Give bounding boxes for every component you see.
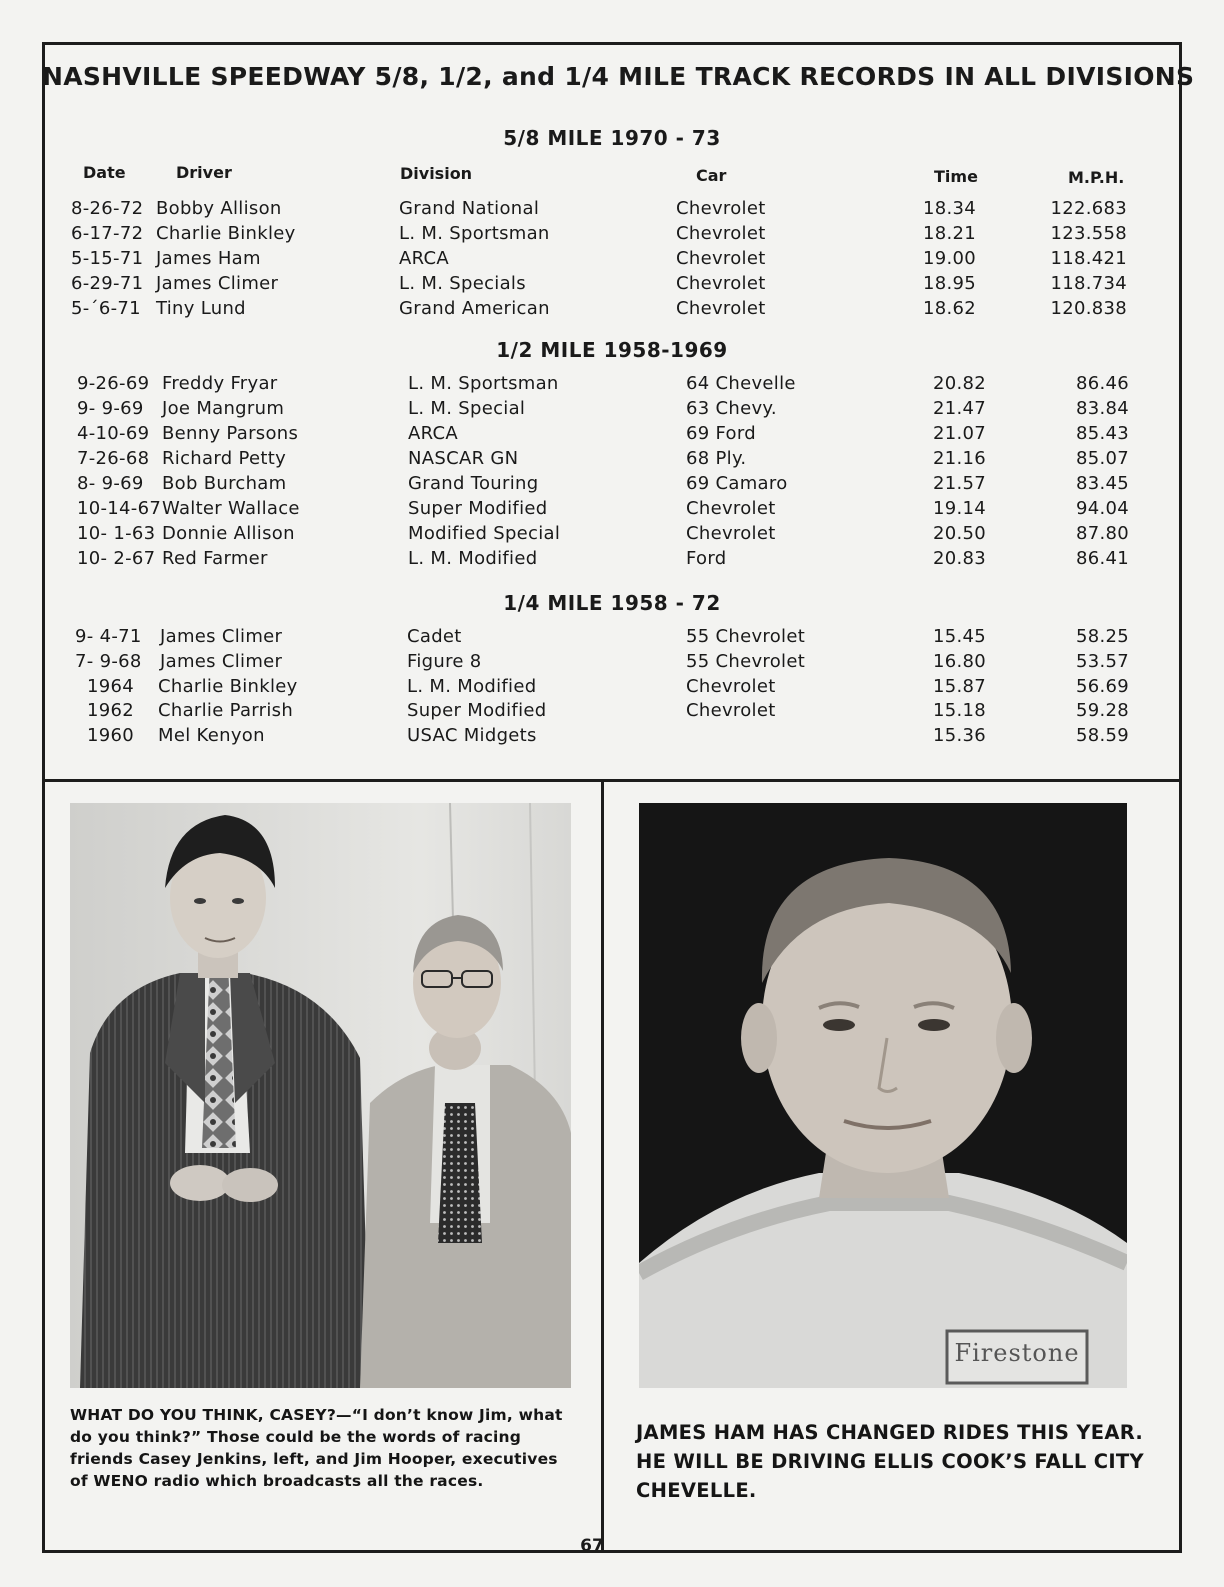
car-cell: Chevrolet	[676, 248, 766, 269]
table-row	[0, 296, 1224, 321]
time-cell: 18.21	[922, 223, 976, 244]
date-cell: 9- 4-71	[75, 626, 142, 647]
date-cell: 8- 9-69	[77, 473, 144, 494]
division-cell: L. M. Modified	[408, 548, 538, 569]
car-cell: Ford	[686, 548, 727, 569]
table-row	[0, 246, 1224, 271]
driver-cell: Walter Wallace	[162, 498, 300, 519]
division-cell: ARCA	[408, 423, 459, 444]
driver-cell: James Climer	[156, 273, 279, 294]
division-cell: Super Modified	[407, 700, 547, 721]
mph-cell: 120.838	[1050, 298, 1127, 319]
division-cell: Modified Special	[408, 523, 561, 544]
division-cell: USAC Midgets	[407, 725, 537, 746]
date-cell: 9- 9-69	[77, 398, 144, 419]
time-cell: 21.57	[932, 473, 986, 494]
driver-cell: Joe Mangrum	[162, 398, 285, 419]
table-row	[0, 221, 1224, 246]
driver-cell: Benny Parsons	[162, 423, 299, 444]
time-cell: 21.16	[932, 448, 986, 469]
date-cell: 9-26-69	[77, 373, 150, 394]
table-row	[0, 698, 1224, 723]
time-cell: 21.07	[932, 423, 986, 444]
date-cell: 7-26-68	[77, 448, 150, 469]
driver-cell: Red Farmer	[162, 548, 268, 569]
car-cell: 64 Chevelle	[686, 373, 796, 394]
table-row	[0, 196, 1224, 221]
mph-cell: 58.25	[1075, 626, 1129, 647]
column-header-car: Car	[696, 166, 727, 185]
driver-cell: Charlie Binkley	[156, 223, 296, 244]
mph-cell: 83.84	[1075, 398, 1129, 419]
division-cell: L. M. Modified	[407, 676, 537, 697]
car-cell: Chevrolet	[676, 298, 766, 319]
section-heading-1-4-mile: 1/4 MILE 1958 - 72	[503, 591, 721, 615]
driver-cell: James Climer	[160, 651, 283, 672]
table-row	[0, 421, 1224, 446]
mph-cell: 58.59	[1075, 725, 1129, 746]
table-row	[0, 649, 1224, 674]
column-header-division: Division	[400, 164, 473, 183]
time-cell: 19.00	[922, 248, 976, 269]
car-cell: Chevrolet	[676, 223, 766, 244]
mph-cell: 53.57	[1075, 651, 1129, 672]
date-cell: 7- 9-68	[75, 651, 142, 672]
mph-cell: 85.43	[1075, 423, 1129, 444]
photo-two-executives	[70, 803, 571, 1388]
time-cell: 16.80	[932, 651, 986, 672]
division-cell: L. M. Specials	[399, 273, 526, 294]
time-cell: 18.95	[922, 273, 976, 294]
column-header-mph: M.P.H.	[1068, 168, 1125, 187]
date-cell: 8-26-72	[71, 198, 144, 219]
division-cell: L. M. Sportsman	[399, 223, 550, 244]
table-row	[0, 371, 1224, 396]
mph-cell: 122.683	[1050, 198, 1127, 219]
date-cell: 1962	[87, 700, 135, 721]
table-row	[0, 521, 1224, 546]
time-cell: 20.83	[932, 548, 986, 569]
division-cell: L. M. Special	[408, 398, 526, 419]
mph-cell: 118.734	[1050, 273, 1127, 294]
car-cell: 68 Ply.	[686, 448, 747, 469]
car-cell: 69 Camaro	[686, 473, 788, 494]
driver-cell: Charlie Binkley	[158, 676, 298, 697]
table-row	[0, 446, 1224, 471]
mph-cell: 118.421	[1050, 248, 1127, 269]
table-row	[0, 496, 1224, 521]
caption-right: JAMES HAM HAS CHANGED RIDES THIS YEAR. HE WILL BE DRIVING ELLIS COOK’S FALL CITY CHEVELLE.	[636, 1421, 1144, 1502]
date-cell: 6-17-72	[71, 223, 144, 244]
column-header-driver: Driver	[176, 163, 232, 182]
driver-cell: Donnie Allison	[162, 523, 295, 544]
division-cell: ARCA	[399, 248, 450, 269]
driver-cell: Tiny Lund	[156, 298, 246, 319]
page-number: 67	[580, 1536, 604, 1556]
driver-cell: Bob Burcham	[162, 473, 287, 494]
division-cell: Grand Touring	[408, 473, 539, 494]
mph-cell: 59.28	[1075, 700, 1129, 721]
date-cell: 10- 2-67	[77, 548, 156, 569]
time-cell: 18.34	[922, 198, 976, 219]
car-cell: 55 Chevrolet	[686, 626, 806, 647]
table-row	[0, 271, 1224, 296]
division-cell: Figure 8	[407, 651, 482, 672]
time-cell: 15.45	[932, 626, 986, 647]
mph-cell: 123.558	[1050, 223, 1127, 244]
division-cell: NASCAR GN	[408, 448, 519, 469]
section-heading-1-2-mile: 1/2 MILE 1958-1969	[496, 338, 728, 362]
page-title: NASHVILLE SPEEDWAY 5/8, 1/2, and 1/4 MILE TRACK RECORDS IN ALL DIVISIONS	[42, 62, 1195, 91]
time-cell: 18.62	[922, 298, 976, 319]
date-cell: 6-29-71	[71, 273, 144, 294]
car-cell: Chevrolet	[676, 198, 766, 219]
section-heading-5-8-mile: 5/8 MILE 1970 - 73	[503, 126, 721, 150]
driver-cell: James Climer	[160, 626, 283, 647]
driver-cell: Bobby Allison	[156, 198, 282, 219]
table-row	[0, 624, 1224, 649]
caption-left: WHAT DO YOU THINK, CASEY?—“I don’t know Jim, what do you think?” Those could be the words of racing friends Casey Jenkins, left, and Jim Hooper, executives of WENO radio which broadcasts all the races.	[70, 1406, 563, 1490]
time-cell: 20.82	[932, 373, 986, 394]
driver-cell: Mel Kenyon	[158, 725, 265, 746]
mph-cell: 86.41	[1075, 548, 1129, 569]
mph-cell: 94.04	[1075, 498, 1129, 519]
car-cell: Chevrolet	[686, 700, 776, 721]
driver-cell: James Ham	[156, 248, 261, 269]
table-row	[0, 546, 1224, 571]
time-cell: 15.87	[932, 676, 986, 697]
division-cell: Grand National	[399, 198, 540, 219]
column-header-date: Date	[83, 163, 126, 182]
time-cell: 20.50	[932, 523, 986, 544]
car-cell: 69 Ford	[686, 423, 756, 444]
car-cell: Chevrolet	[686, 498, 776, 519]
mph-cell: 83.45	[1075, 473, 1129, 494]
date-cell: 4-10-69	[77, 423, 150, 444]
table-row	[0, 471, 1224, 496]
date-cell: 1960	[87, 725, 135, 746]
time-cell: 15.36	[932, 725, 986, 746]
car-cell: 63 Chevy.	[686, 398, 777, 419]
car-cell: 55 Chevrolet	[686, 651, 806, 672]
table-row	[0, 396, 1224, 421]
time-cell: 19.14	[932, 498, 986, 519]
table-row	[0, 674, 1224, 699]
driver-cell: Charlie Parrish	[158, 700, 294, 721]
table-row	[0, 723, 1224, 748]
mph-cell: 85.07	[1075, 448, 1129, 469]
time-cell: 15.18	[932, 700, 986, 721]
date-cell: 10- 1-63	[77, 523, 156, 544]
time-cell: 21.47	[932, 398, 986, 419]
car-cell: Chevrolet	[686, 676, 776, 697]
division-cell: Super Modified	[408, 498, 548, 519]
date-cell: 10-14-67	[77, 498, 162, 519]
car-cell: Chevrolet	[676, 273, 766, 294]
driver-cell: Freddy Fryar	[162, 373, 278, 394]
date-cell: 5-´6-71	[71, 298, 141, 319]
division-cell: Grand American	[399, 298, 550, 319]
mph-cell: 86.46	[1075, 373, 1129, 394]
column-header-time: Time	[934, 167, 978, 186]
division-cell: L. M. Sportsman	[408, 373, 559, 394]
firestone-logo-text: Firestone	[954, 1339, 1080, 1367]
mph-cell: 56.69	[1075, 676, 1129, 697]
photo-james-ham	[639, 803, 1127, 1388]
mph-cell: 87.80	[1075, 523, 1129, 544]
date-cell: 5-15-71	[71, 248, 144, 269]
car-cell: Chevrolet	[686, 523, 776, 544]
date-cell: 1964	[87, 676, 135, 697]
division-cell: Cadet	[407, 626, 462, 647]
driver-cell: Richard Petty	[162, 448, 287, 469]
